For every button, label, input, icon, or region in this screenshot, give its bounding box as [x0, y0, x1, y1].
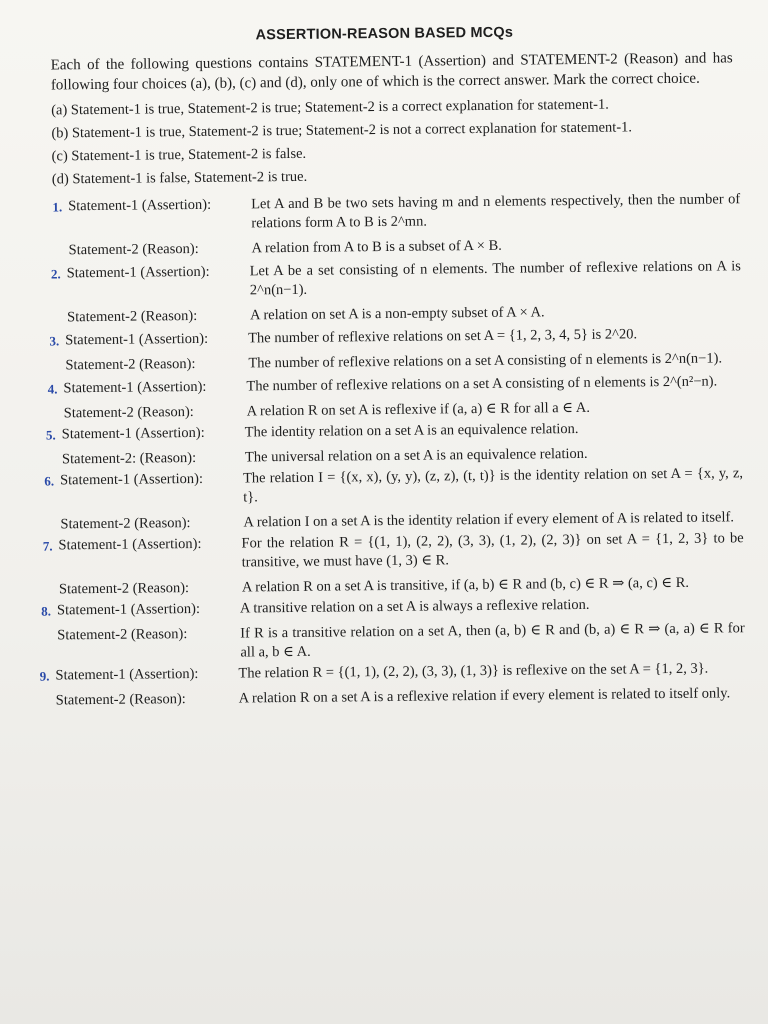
assertion-row — [35, 324, 768, 351]
assertion-label: Statement-1 (Assertion): — [56, 600, 201, 619]
question-item — [3, 324, 768, 376]
assertion-text: Let A be a set consisting of n elements. The number of reflexive relations on A is 2^n(n−1). — [249, 258, 741, 299]
question-number: 2. — [50, 266, 61, 282]
assertion-text: For the relation R = {(1, 1), (2, 2), (3, 3), (1, 2), (2, 3)} on set A = {1, 2, 3} to be transitive, we must have (1, 3) ∈ R. — [241, 530, 744, 571]
assertion-text: The number of reflexive relations on set A = {1, 2, 3, 4, 5} is 2^20. — [248, 326, 638, 347]
assertion-label: Statement-1 (Assertion): — [55, 665, 199, 684]
reason-label: Statement-2 (Reason): — [55, 691, 186, 709]
assertion-label: Statement-1 (Assertion): — [63, 378, 207, 397]
assertion-row — [33, 372, 768, 399]
assertion-row — [37, 257, 768, 303]
reason-label: Statement-2 (Reason): — [63, 403, 194, 422]
assertion-row — [28, 529, 768, 575]
assertion-label: Statement-1 (Assertion): — [65, 330, 209, 349]
question-item — [4, 418, 768, 470]
reason-label: Statement-2 (Reason): — [68, 240, 199, 259]
assertion-text: A transitive relation on a set A is always a reflexive relation. — [239, 596, 590, 617]
assertion-row — [38, 190, 768, 236]
assertion-text: The number of reflexive relations on a set A consisting of n elements is 2^(n²−n). — [246, 373, 718, 395]
reason-label: Statement-2 (Reason): — [57, 626, 188, 644]
reason-label: Statement-2 (Reason): — [65, 355, 196, 374]
reason-text: A relation R on a set A is transitive, if (a, b) ∈ R and (b, c) ∈ R ⇒ (a, c) ∈ R. — [241, 574, 690, 596]
reason-text: If R is a transitive relation on a set A, then (a, b) ∈ R and (b, a) ∈ R ⇒ (a, a) ∈ R for all a, b ∈ A. — [240, 620, 745, 661]
answer-choice: (a) Statement-1 is true, Statement-2 is true; Statement-2 is a correct explanation for statement-1. — [51, 96, 609, 119]
question-number: 1. — [52, 199, 63, 215]
assertion-text: The relation R = {(1, 1), (2, 2), (3, 3), (1, 3)} is reflexive on the set A = {1, 2, 3}. — [238, 660, 709, 682]
reason-text: A relation on set A is a non-empty subset of A × A. — [250, 304, 545, 324]
reason-label: Statement-2: (Reason): — [61, 449, 197, 468]
assertion-row — [30, 464, 768, 510]
assertion-label: Statement-1 (Assertion): — [61, 424, 205, 443]
reason-text: A relation R on a set A is a reflexive relation if every element is related to itself only. — [238, 685, 731, 707]
question-number: 4. — [47, 381, 58, 397]
assertion-text: Let A and B be two sets having m and n elements respectively, then the number of relations form A to B is 2^mn. — [251, 191, 741, 232]
question-number: 5. — [45, 427, 56, 443]
assertion-label: Statement-1 (Assertion): — [59, 470, 204, 489]
answer-choice: (c) Statement-1 is true, Statement-2 is false. — [51, 145, 307, 165]
instructions: Each of the following questions contains STATEMENT-1 (Assertion) and STATEMENT-2 (Reason) and has following four choices (a), (b), (c) and (d), only one of which is the correct answer. Mark the correct choice. — [50, 50, 733, 94]
question-item — [4, 372, 768, 424]
reason-label: Statement-2 (Reason): — [58, 580, 190, 598]
reason-text: A relation R on set A is reflexive if (a, a) ∈ R for all a ∈ A. — [246, 399, 590, 420]
assertion-text: The identity relation on a set A is an equivalence relation. — [244, 420, 579, 441]
page-title: ASSERTION-REASON BASED MCQs — [255, 24, 514, 44]
reason-label: Statement-2 (Reason): — [60, 515, 191, 533]
reason-label: Statement-2 (Reason): — [67, 307, 198, 326]
reason-text: A relation from A to B is a subset of A × B. — [251, 237, 502, 257]
reason-row — [37, 301, 768, 328]
answer-choices — [1, 94, 768, 190]
question-number: 9. — [39, 668, 50, 684]
reason-text: The number of reflexive relations on a set A consisting of n elements is 2^n(n−1). — [248, 350, 723, 372]
reason-row — [26, 684, 768, 711]
question-item — [5, 464, 768, 535]
question-item — [7, 659, 768, 711]
answer-choice: (b) Statement-1 is true, Statement-2 is true; Statement-2 is not a correct explanation for statement-1. — [51, 119, 633, 142]
reason-row — [39, 234, 768, 261]
reason-text: The universal relation on a set A is an equivalence relation. — [244, 445, 588, 466]
question-number: 8. — [41, 603, 52, 619]
reason-row — [27, 619, 768, 665]
question-number: 6. — [44, 473, 55, 489]
assertion-label: Statement-1 (Assertion): — [68, 196, 212, 215]
answer-choice: (d) Statement-1 is false, Statement-2 is true. — [51, 168, 308, 188]
question-item — [2, 190, 768, 261]
reason-row — [35, 349, 768, 376]
question-number: 7. — [42, 538, 53, 554]
question-item — [6, 594, 768, 665]
assertion-text: The relation I = {(x, x), (y, y), (z, z), (t, t)} is the identity relation on set A = {x, y, z, t}. — [242, 465, 744, 506]
assertion-label: Statement-1 (Assertion): — [66, 263, 210, 282]
question-list — [2, 190, 768, 711]
assertion-label: Statement-1 (Assertion): — [58, 535, 202, 554]
reason-text: A relation I on a set A is the identity relation if every element of A is related to itself. — [243, 509, 735, 531]
question-item — [3, 257, 768, 328]
question-item — [6, 529, 768, 600]
question-number: 3. — [49, 333, 60, 349]
